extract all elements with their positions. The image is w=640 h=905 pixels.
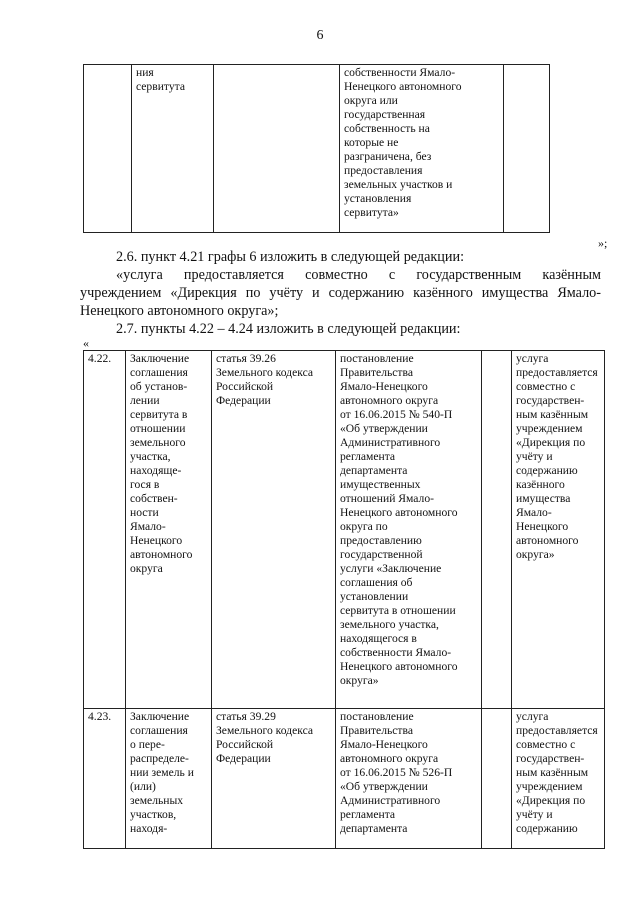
service-note: услуга предоставляется совместно с государствен- ным казённым учреждением «Дирекция по учёту и содержанию казённого имущества Ямало- Ненецкого автономного округа» bbox=[512, 351, 605, 709]
table-row bbox=[84, 65, 550, 233]
page-number: 6 bbox=[316, 28, 324, 43]
table-cell bbox=[482, 709, 512, 849]
table-row bbox=[84, 351, 605, 709]
table-row bbox=[84, 709, 605, 849]
table-cell bbox=[84, 65, 132, 233]
closing-quote-mark: »; bbox=[598, 236, 608, 250]
table-cell bbox=[214, 65, 340, 233]
paragraph-quote-line-3: Ненецкого автономного округа»; bbox=[80, 303, 279, 319]
service-note: услуга предоставляется совместно с государствен- ным казённым учреждением «Дирекция по учёту и содержанию bbox=[512, 709, 605, 849]
row-number: 4.23. bbox=[84, 709, 126, 849]
table-cell-regulation: собственности Ямало- Ненецкого автономного округа или государственная собственность на которые не разграничена, без предоставления земельных участков и установления сервитута» bbox=[340, 65, 504, 233]
service-name: Заключение соглашения об установ- лении сервитута в отношении земельного участка, находяще- гося в собствен- ности Ямало- Ненецкого автономного округа bbox=[126, 351, 212, 709]
regulation: постановление Правительства Ямало-Ненецкого автономного округа от 16.06.2015 № 540-П «Об утверждении Административного регламента департамента имущественных отношений Ямало- Ненецкого автономного округа по предоставлению государственной услуги «Заключение соглашения об установлении сервитута в отношении земельного участка, находящегося в собственности Ямало- Ненецкого автономного округа» bbox=[336, 351, 482, 709]
legal-basis: статья 39.26 Земельного кодекса Российской Федерации bbox=[212, 351, 336, 709]
service-name: Заключение соглашения о пере- распределе- нии земель и (или) земельных участков, находя- bbox=[126, 709, 212, 849]
continued-table bbox=[83, 64, 550, 233]
paragraph-quote-line-1: «услуга предоставляется совместно с государственным казённым bbox=[116, 267, 601, 283]
paragraph-2-7: 2.7. пункты 4.22 – 4.24 изложить в следующей редакции: bbox=[116, 321, 461, 337]
legal-basis: статья 39.29 Земельного кодекса Российской Федерации bbox=[212, 709, 336, 849]
opening-quote-mark: « bbox=[83, 336, 89, 350]
table-cell-name: ния сервитута bbox=[132, 65, 214, 233]
paragraph-2-6: 2.6. пункт 4.21 графы 6 изложить в следующей редакции: bbox=[116, 249, 465, 265]
services-table bbox=[83, 350, 605, 849]
row-number: 4.22. bbox=[84, 351, 126, 709]
regulation: постановление Правительства Ямало-Ненецкого автономного округа от 16.06.2015 № 526-П «Об утверждении Административного регламента департамента bbox=[336, 709, 482, 849]
table-cell bbox=[504, 65, 550, 233]
paragraph-quote-line-2: учреждением «Дирекция по учёту и содержанию казённого имущества Ямало- bbox=[80, 285, 601, 301]
table-cell bbox=[482, 351, 512, 709]
